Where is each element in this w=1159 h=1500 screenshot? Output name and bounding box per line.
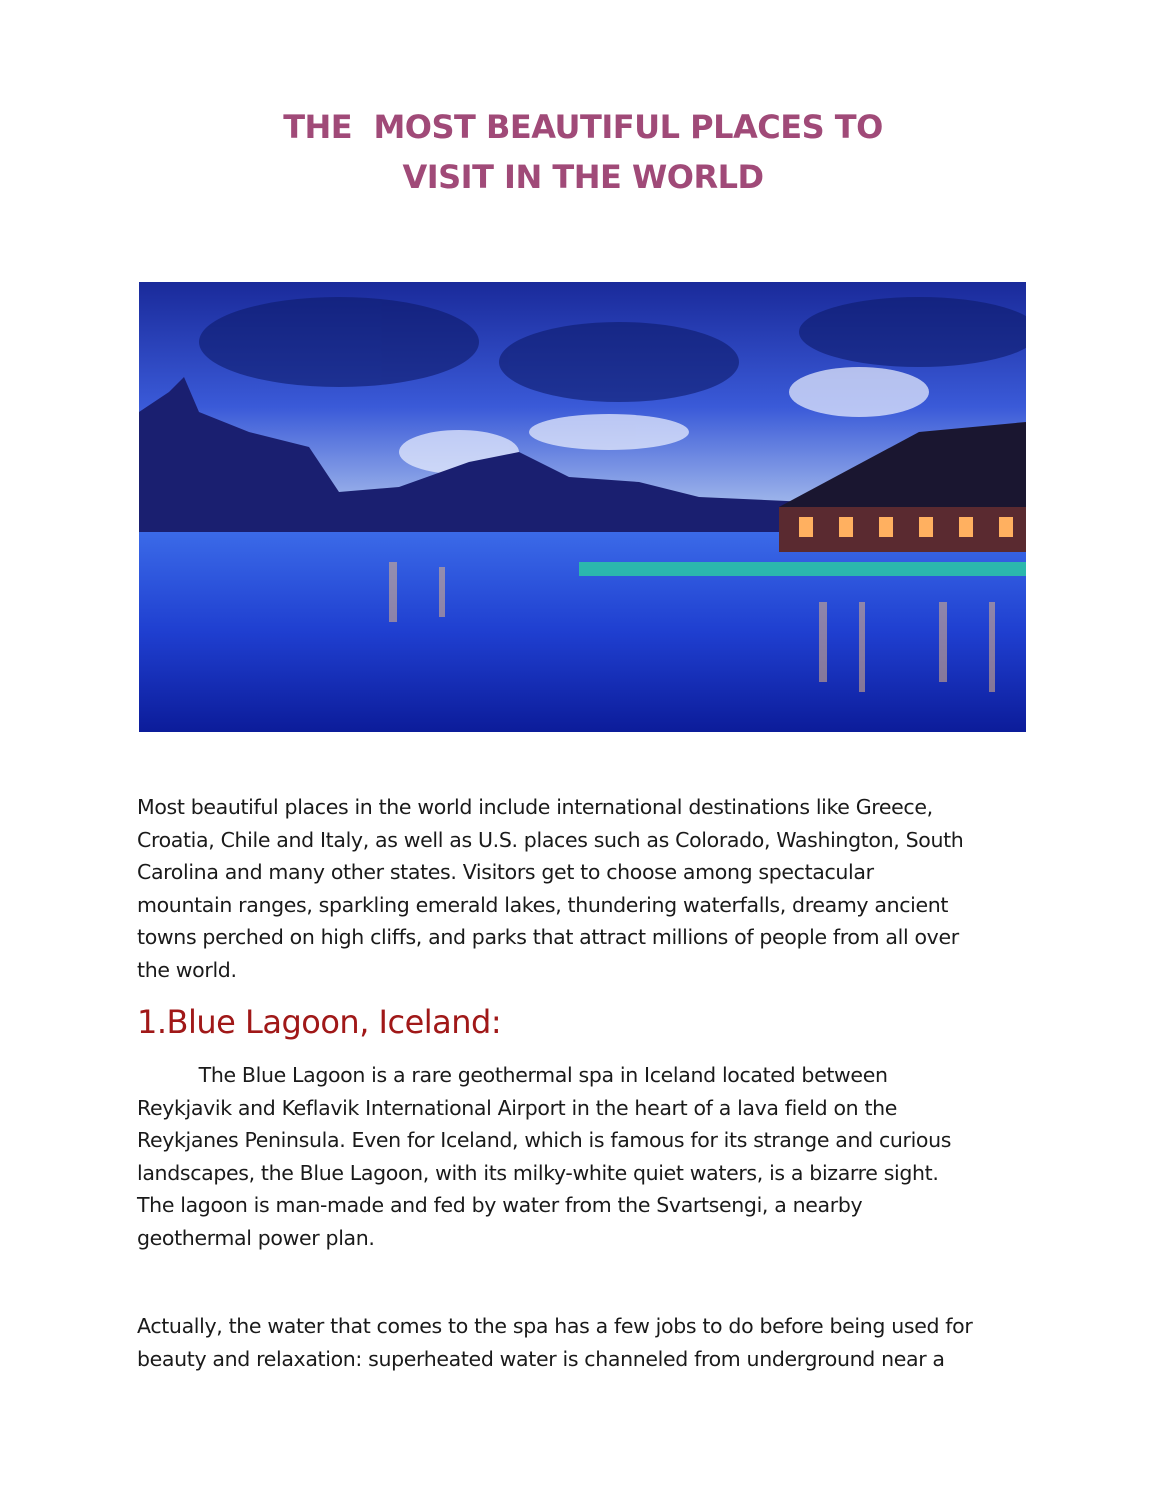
section-heading: 1.Blue Lagoon, Iceland:	[137, 1003, 502, 1041]
text-line: beauty and relaxation: superheated water is channeled from underground near a	[137, 1346, 945, 1371]
text-line: geothermal power plan.	[137, 1225, 375, 1250]
section-paragraph	[137, 1310, 972, 1375]
title-line: THE MOST BEAUTIFUL PLACES TO	[283, 108, 883, 146]
text-line: towns perched on high cliffs, and parks that attract millions of people from all over	[137, 925, 959, 950]
text-line: The Blue Lagoon is a rare geothermal spa in Iceland located between	[137, 1063, 888, 1087]
title-line: VISIT IN THE WORLD	[402, 158, 764, 196]
text-line: Carolina and many other states. Visitors get to choose among spectacular	[137, 860, 874, 885]
text-line: Reykjanes Peninsula. Even for Iceland, which is famous for its strange and curious	[137, 1128, 952, 1153]
text-line: Actually, the water that comes to the spa has a few jobs to do before being used for	[137, 1314, 973, 1338]
text-line: Most beautiful places in the world include international destinations like Greece,	[137, 795, 933, 819]
text-line: The lagoon is man-made and fed by water from the Svartsengi, a nearby	[137, 1193, 863, 1218]
page-title	[0, 102, 1159, 202]
text-line: Reykjavik and Keflavik International Airport in the heart of a lava field on the	[137, 1095, 898, 1120]
section-paragraph	[137, 1059, 951, 1255]
text-line: the world.	[137, 957, 237, 982]
intro-paragraph	[137, 791, 963, 987]
text-line: Croatia, Chile and Italy, as well as U.S. places such as Colorado, Washington, South	[137, 827, 964, 852]
text-line: mountain ranges, sparkling emerald lakes, thundering waterfalls, dreamy ancient	[137, 892, 949, 917]
lagoon-photo	[139, 282, 1026, 732]
text-line: landscapes, the Blue Lagoon, with its milky-white quiet waters, is a bizarre sight.	[137, 1160, 939, 1185]
